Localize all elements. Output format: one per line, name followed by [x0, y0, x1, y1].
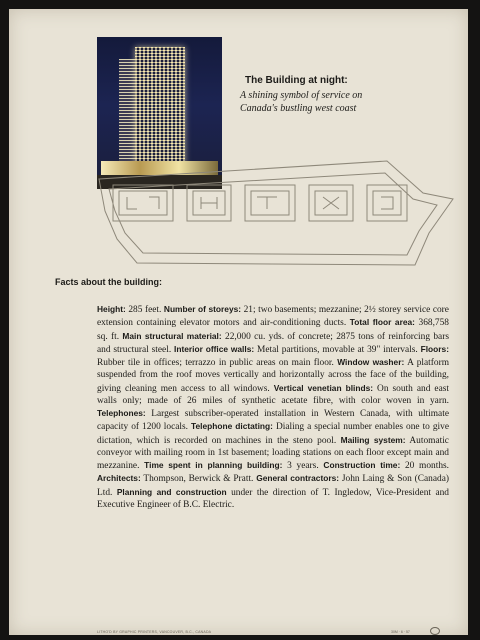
fact-text: 368,758 sq. ft.: [97, 318, 449, 342]
fact-label: Floors:: [420, 343, 449, 354]
fact-label: Vertical venetian blinds:: [273, 382, 374, 393]
facts-heading: Facts about the building:: [55, 277, 162, 287]
fact-text: Rubber tile in offices; terrazzo in public areas on main floor.: [97, 358, 338, 368]
print-code: 30M · 6 · 57: [391, 630, 410, 634]
fact-text: 20 months.: [400, 461, 450, 471]
fact-label: Interior office walls:: [174, 343, 255, 354]
fact-text: under the direction of T. Ingledow, Vice-President and Executive Engineer of B.C. Electric.: [97, 487, 449, 510]
fact-text: Dialing a special number enables one to give dictation, which is recorded on machines in the steno pool.: [97, 422, 450, 446]
fact-label: Mailing system:: [340, 434, 406, 445]
union-label-icon: [430, 627, 440, 635]
fact-text: A platform suspended from the roof moves vertically and horizontally across the face of the building, giving cleaning men access to all windows.: [97, 358, 450, 394]
fact-label: Number of storeys:: [163, 304, 242, 314]
fact-label: Time spent in planning building:: [144, 460, 283, 470]
brochure-page: [9, 9, 468, 635]
fact-label: Total floor area:: [349, 317, 415, 328]
fact-text: 3 years.: [282, 461, 324, 471]
caption-title: The Building at night:: [245, 75, 348, 86]
fact-text: On south and east walls only; made of 26 miles of synthetic acetate fibre, with color woven in yarn.: [97, 383, 449, 406]
fact-label: Construction time:: [323, 460, 401, 470]
fact-label: Architects:: [97, 473, 141, 484]
fact-text: Automatic conveyor with mailing room in 1st basement; loading stations on each floor except main and mezzanine.: [97, 435, 449, 471]
facts-paragraph: [97, 303, 449, 511]
caption-subtitle: A shining symbol of service on Canada's bustling west coast: [240, 90, 363, 114]
tower-lit-windows: [135, 47, 185, 165]
fact-text: 22,000 cu. yds. of concrete; 2875 tons of reinforcing bars and structural steel.: [97, 331, 449, 355]
fact-text: John Laing & Son (Canada) Ltd.: [97, 474, 449, 498]
printer-credit: LITHO'D BY GRAPHIC PRINTERS, VANCOUVER, B.C., CANADA: [97, 630, 212, 634]
fact-text: Metal partitions, movable at 39" intervals.: [254, 344, 421, 355]
fact-label: General contractors:: [256, 473, 340, 484]
fact-label: Height:: [97, 304, 126, 314]
fact-text: 285 feet.: [125, 305, 164, 315]
decorative-banner-icon: [97, 159, 457, 267]
fact-text: Largest subscriber-operated installation in Western Canada, with ultimate capacity of 1200 locals.: [97, 409, 449, 433]
fact-label: Telephone dictating:: [191, 421, 273, 432]
fact-label: Main structural material:: [122, 330, 222, 341]
fact-label: Window washer:: [337, 357, 405, 367]
fact-label: Telephones:: [97, 408, 146, 418]
fact-text: Thompson, Berwick & Pratt.: [140, 474, 257, 485]
fact-text: 21; two basements; mezzanine; 2½ storey service core extension containing elevator motors and air-conditioning ducts.: [97, 305, 449, 329]
fact-label: Planning and construction: [116, 486, 227, 497]
